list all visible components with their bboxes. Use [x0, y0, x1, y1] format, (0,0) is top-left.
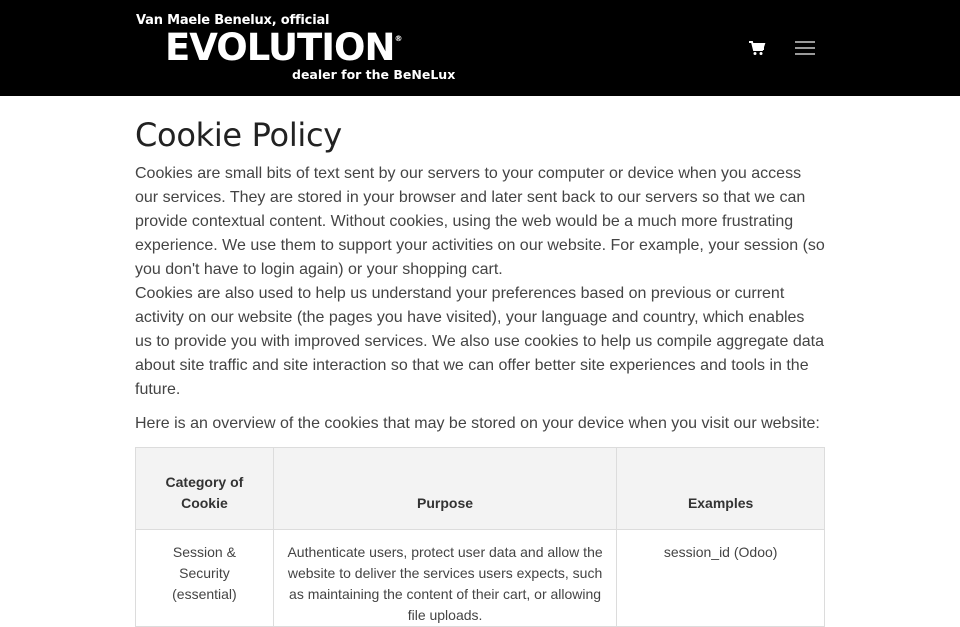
brand-logo[interactable]	[135, 8, 456, 88]
cell-purpose: Authenticate users, protect user data and allow the website to deliver the services users expects, such as maintaining the content of their cart, or allowing file uploads.	[273, 530, 616, 627]
top-navbar	[0, 0, 960, 96]
cell-category: Session & Security (essential)	[136, 530, 274, 627]
preferences-paragraph: Cookies are also used to help us understand your preferences based on previous or current activity on our website (the pages you have visited), your language and country, which enables us to provide you with improved services. We also use cookies to help us compile aggregate data about site traffic and site interaction so that we can offer better site experiences and tools in the future.	[135, 285, 824, 398]
column-header-examples: Examples	[617, 448, 825, 530]
hamburger-menu-icon[interactable]	[793, 38, 819, 58]
cell-examples: session_id (Odoo)	[617, 530, 825, 627]
column-header-category: Category of Cookie	[136, 448, 274, 530]
table-row	[136, 530, 825, 627]
table-header-row	[136, 448, 825, 530]
logo-wordmark: EVOLUTION®	[165, 26, 402, 69]
overview-paragraph: Here is an overview of the cookies that may be stored on your device when you visit our website:	[135, 415, 820, 432]
page-title: Cookie Policy	[135, 116, 342, 154]
logo-tagline-bottom: dealer for the BeNeLux	[292, 67, 456, 82]
intro-paragraph: Cookies are small bits of text sent by our servers to your computer or device when you access our services. They are stored in your browser and later sent back to our servers so that we can provide contextual content. Without cookies, using the web would be a much more frustrating experience. We use them to support your activities on our website. For example, your session (so you don't have to login again) or your shopping cart.	[135, 165, 825, 278]
cookie-table	[135, 447, 825, 627]
shopping-cart-icon[interactable]	[748, 40, 766, 56]
logo-tagline-top: Van Maele Benelux, official	[136, 13, 330, 28]
column-header-purpose: Purpose	[273, 448, 616, 530]
